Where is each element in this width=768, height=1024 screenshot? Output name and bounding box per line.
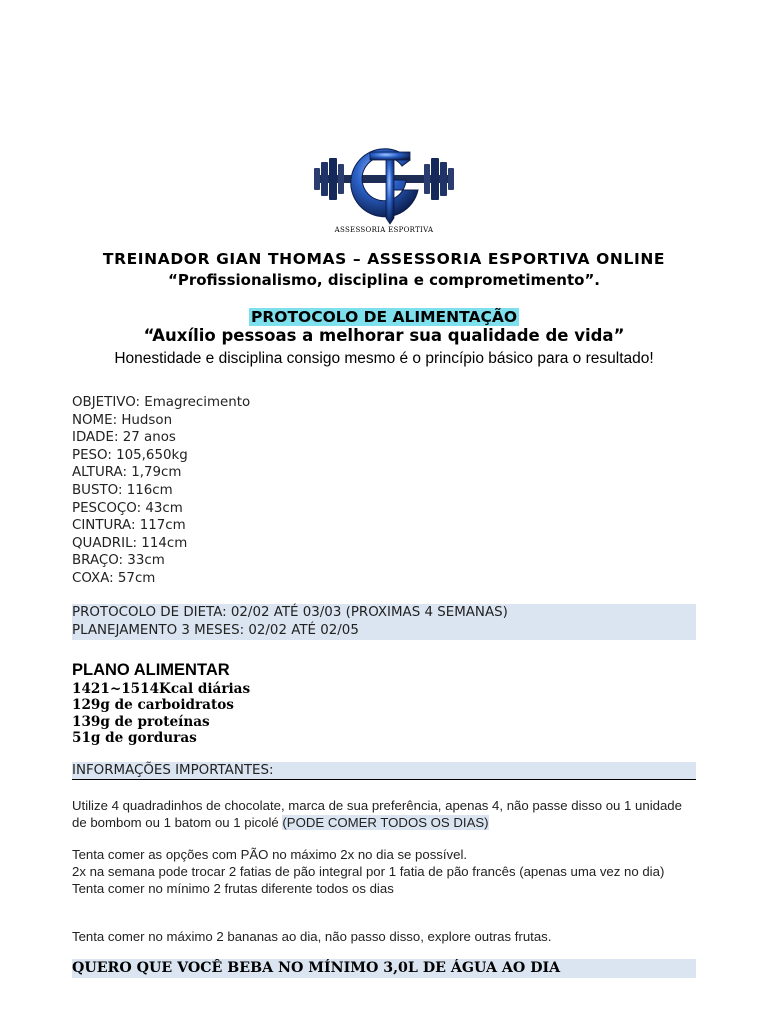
info-line: BRAÇO: 33cm: [72, 553, 165, 569]
info-line: COXA: 57cm: [72, 570, 156, 586]
protocol-title: [0, 308, 768, 326]
info-line: NOME: Hudson: [72, 412, 173, 428]
info-line: IDADE: 27 anos: [72, 430, 176, 446]
info-line: ALTURA: 1,79cm: [72, 465, 182, 481]
barbell-gt-logo-icon: [312, 138, 456, 228]
plan-item: 139g de proteínas: [72, 713, 210, 730]
page-title: TREINADOR GIAN THOMAS – ASSESSORIA ESPORTIVA ONLINE: [102, 250, 666, 268]
client-info-list: [72, 394, 250, 588]
honesty-statement: Honestidade e disciplina consigo mesmo é o princípio básico para o resultado!: [114, 350, 654, 367]
paragraph-line: Tenta comer as opções com PÃO no máximo 2x no dia se possível.: [72, 847, 468, 862]
planning-dates: PLANEJAMENTO 3 MESES: 02/02 ATÉ 02/05: [72, 622, 359, 638]
chocolate-highlight: (PODE COMER TODOS OS DIAS): [282, 815, 489, 830]
diet-dates: PROTOCOLO DE DIETA: 02/02 ATÉ 03/03 (PROXIMAS 4 SEMANAS): [72, 605, 508, 620]
plan-item: 129g de carboidratos: [72, 697, 234, 714]
plan-item: 51g de gorduras: [72, 729, 197, 746]
logo-caption: ASSESSORIA ESPORTIVA: [334, 226, 434, 234]
bread-paragraph: [72, 846, 696, 897]
info-line: QUADRIL: 114cm: [72, 535, 188, 551]
protocol-subtitle: “Auxílio pessoas a melhorar sua qualidade de vida”: [143, 326, 625, 345]
paragraph-line: 2x na semana pode trocar 2 fatias de pão integral por 1 fatia de pão francês (apenas uma vez no dia): [72, 864, 665, 879]
plan-list: [72, 681, 250, 746]
info-line: OBJETIVO: Emagrecimento: [72, 395, 251, 410]
water-instruction: QUERO QUE VOCÊ BEBA NO MÍNIMO 3,0L DE ÁGUA AO DIA: [72, 959, 696, 978]
plan-title: PLANO ALIMENTAR: [72, 661, 230, 679]
paragraph-line: Tenta comer no mínimo 2 frutas diferente todos os dias: [72, 881, 394, 896]
chocolate-paragraph: [72, 797, 696, 831]
info-line: CINTURA: 117cm: [72, 518, 186, 534]
tagline: “Profissionalismo, disciplina e comprometimento”.: [167, 271, 601, 289]
info-line: PESCOÇO: 43cm: [72, 500, 183, 516]
logo: [312, 138, 456, 250]
protocol-title-text: PROTOCOLO DE ALIMENTAÇÃO: [250, 308, 518, 326]
info-line: PESO: 105,650kg: [72, 447, 188, 463]
plan-item: 1421~1514Kcal diárias: [72, 681, 251, 697]
banana-paragraph: Tenta comer no máximo 2 bananas ao dia, não passo disso, explore outras frutas.: [72, 929, 552, 944]
info-line: BUSTO: 116cm: [72, 482, 173, 498]
chocolate-text: Utilize 4 quadradinhos de chocolate, marca de sua preferência, apenas 4, não passe disso ou 1 unidade de bombom ou 1 batom ou 1 picolé: [72, 798, 682, 830]
protocol-dates: [72, 604, 696, 640]
important-info-header: INFORMAÇÕES IMPORTANTES:: [72, 762, 696, 780]
